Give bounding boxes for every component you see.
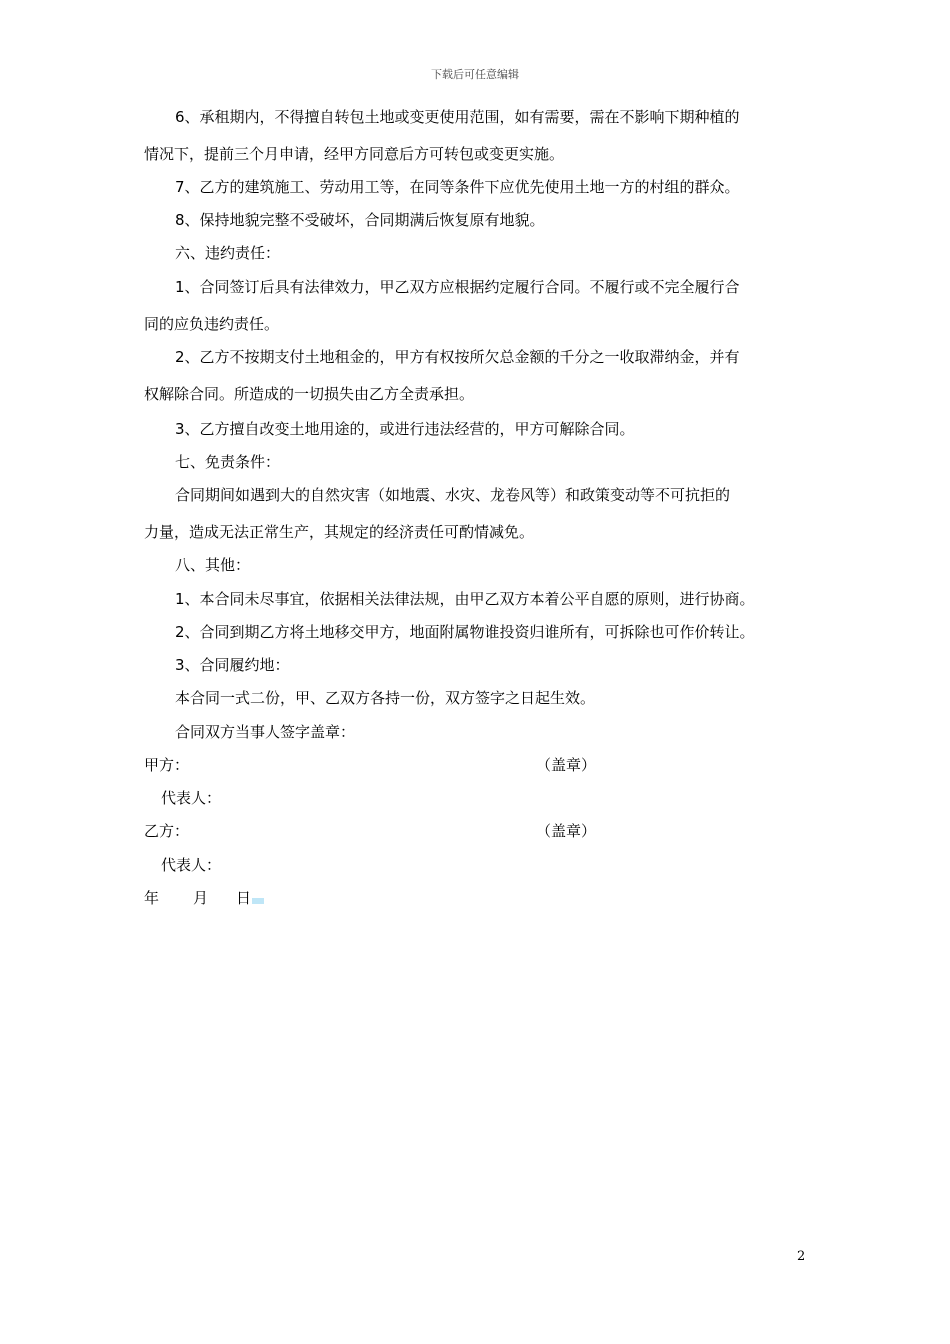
party-a-seal: （盖章） — [536, 756, 597, 774]
page-number: 2 — [797, 1249, 806, 1264]
paragraph-line: 同的应负违约责任。 — [144, 315, 280, 333]
date-month: 月 — [193, 889, 209, 907]
paragraph-line: 6、承租期内，不得擅自转包土地或变更使用范围，如有需要，需在不影响下期种植的 — [175, 108, 740, 126]
party-b-seal: （盖章） — [536, 822, 597, 840]
paragraph-line: 力量，造成无法正常生产，其规定的经济责任可酌情减免。 — [144, 523, 535, 541]
paragraph-line: 权解除合同。所造成的一切损失由乙方全责承担。 — [144, 385, 475, 403]
date-year: 年 — [144, 889, 160, 907]
party-b-label: 乙方： — [144, 822, 190, 840]
party-a-representative: 代表人： — [161, 789, 222, 807]
paragraph-line: 2、乙方不按期支付土地租金的，甲方有权按所欠总金额的千分之一收取滞纳金，并有 — [175, 348, 740, 366]
paragraph-line: 1、合同签订后具有法律效力，甲乙双方应根据约定履行合同。不履行或不完全履行合 — [175, 278, 740, 296]
signing-date — [144, 887, 251, 909]
paragraph-line: 7、乙方的建筑施工、劳动用工等，在同等条件下应优先使用土地一方的村组的群众。 — [175, 178, 740, 196]
paragraph-line: 3、乙方擅自改变土地用途的，或进行违法经营的，甲方可解除合同。 — [175, 420, 635, 438]
party-a-label: 甲方： — [144, 756, 190, 774]
page-header: 下载后可任意编辑 — [431, 68, 519, 81]
paragraph-line: 8、保持地貌完整不受破坏，合同期满后恢复原有地貌。 — [175, 211, 545, 229]
section-heading: 七、免责条件： — [175, 453, 281, 471]
paragraph-line: 情况下，提前三个月申请，经甲方同意后方可转包或变更实施。 — [144, 145, 565, 163]
paragraph-line: 2、合同到期乙方将土地移交甲方，地面附属物谁投资归谁所有，可拆除也可作价转让。 — [175, 623, 755, 641]
paragraph-line: 合同双方当事人签字盖章： — [175, 723, 356, 741]
party-b-representative: 代表人： — [161, 856, 222, 874]
paragraph-line: 3、合同履约地： — [175, 656, 290, 674]
section-heading: 八、其他： — [175, 556, 251, 574]
paragraph-line: 本合同一式二份，甲、乙双方各持一份，双方签字之日起生效。 — [175, 689, 596, 707]
date-day: 日 — [236, 889, 252, 907]
paragraph-line: 合同期间如遇到大的自然灾害（如地震、水灾、龙卷风等）和政策变动等不可抗拒的 — [175, 486, 731, 504]
section-heading: 六、违约责任： — [175, 244, 281, 262]
paragraph-line: 1、本合同未尽事宜，依据相关法律法规，由甲乙双方本着公平自愿的原则，进行协商。 — [175, 590, 755, 608]
text-selection-highlight — [252, 898, 264, 904]
